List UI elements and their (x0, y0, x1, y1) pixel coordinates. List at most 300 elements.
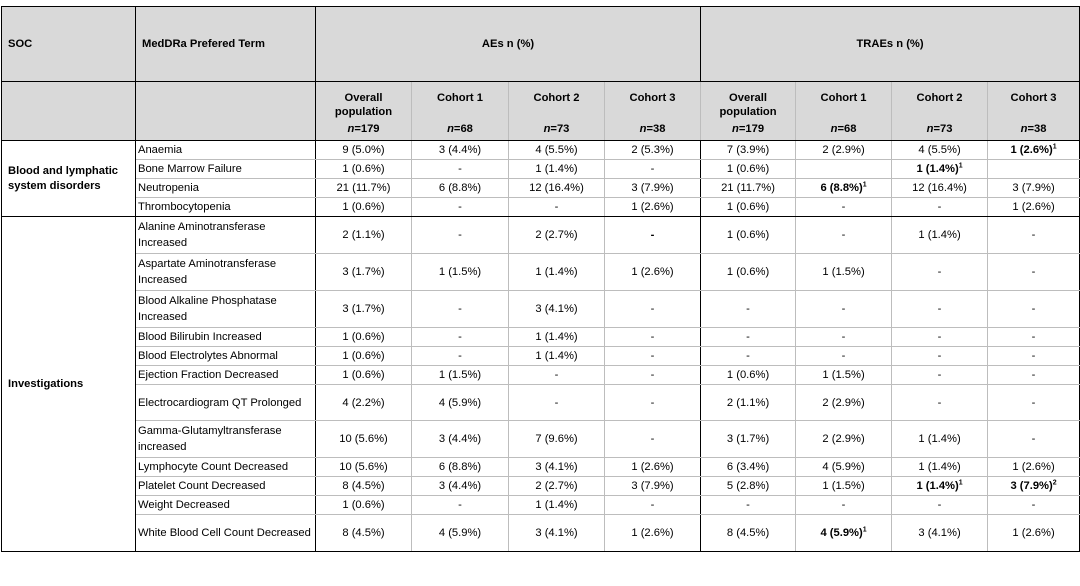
value-cell (509, 458, 605, 477)
table-row (2, 198, 1080, 217)
subheader-n-value: =179 (354, 123, 380, 135)
value-text: 1 (1.5%) (438, 369, 482, 381)
subheader-label: Cohort 1 (437, 92, 483, 104)
value-cell (412, 328, 509, 347)
value-cell (988, 179, 1080, 198)
value-text: - (458, 350, 462, 362)
value-text: 1 (1.4%) (535, 499, 578, 511)
value-text: 9 (5.0%) (342, 144, 385, 156)
subheader-n-value: =68 (453, 123, 473, 135)
value-cell (605, 328, 701, 347)
preferred-term-cell: White Blood Cell Count Decreased (136, 515, 316, 552)
value-cell (509, 141, 605, 160)
value-text: 1 (0.6%) (726, 163, 770, 175)
value-text: - (1031, 350, 1036, 362)
value-text: 1 (0.6%) (726, 229, 770, 241)
value-cell (701, 217, 796, 254)
value-cell (892, 291, 988, 328)
value-cell (701, 458, 796, 477)
footnote-marker: 1 (862, 181, 867, 189)
value-text: - (841, 331, 846, 343)
value-text: 2 (2.7%) (535, 480, 578, 492)
value-cell (412, 496, 509, 515)
value-cell (988, 254, 1080, 291)
value-cell (412, 198, 509, 217)
value-cell (701, 179, 796, 198)
table-row (2, 477, 1080, 496)
preferred-term-cell: Alanine Aminotransferase Increased (136, 217, 316, 254)
value-text: 3 (4.4%) (438, 144, 482, 156)
preferred-term-cell: Thrombocytopenia (136, 198, 316, 217)
value-text: - (841, 350, 846, 362)
value-cell (796, 141, 892, 160)
value-cell (605, 217, 701, 254)
subheader-n (513, 123, 600, 135)
subheader-label: Overall population (334, 92, 393, 118)
subheader-n-label: n (639, 123, 647, 135)
value-cell (701, 198, 796, 217)
value-cell (509, 328, 605, 347)
value-cell (796, 328, 892, 347)
value-cell (316, 160, 412, 179)
subheader-n (320, 123, 407, 135)
value-text: - (650, 396, 655, 409)
value-text: 4 (2.2%) (342, 396, 385, 409)
soc-cell: Investigations (2, 217, 136, 552)
value-cell (316, 179, 412, 198)
value-cell (509, 291, 605, 328)
value-text: - (554, 369, 559, 381)
value-cell (796, 421, 892, 458)
value-text: 1 (1.4%) (916, 480, 959, 492)
value-text: 4 (5.9%) (820, 527, 863, 539)
preferred-term-cell: Electrocardiogram QT Prolonged (136, 385, 316, 421)
value-text: - (650, 331, 655, 343)
value-text: - (650, 369, 655, 381)
value-cell (509, 515, 605, 552)
subheader-label: Cohort 3 (629, 92, 676, 104)
value-text: - (458, 229, 462, 241)
value-cell (605, 347, 701, 366)
value-text: 8 (4.5%) (342, 480, 385, 492)
value-cell (605, 385, 701, 421)
value-text: - (650, 163, 655, 175)
value-text: 2 (1.1%) (726, 396, 770, 409)
value-cell (509, 254, 605, 291)
value-cell (509, 477, 605, 496)
preferred-term-cell: Anaemia (136, 141, 316, 160)
value-text: 7 (3.9%) (726, 144, 770, 156)
value-cell (412, 291, 509, 328)
value-text: - (1031, 331, 1036, 343)
value-cell (796, 366, 892, 385)
value-cell (701, 160, 796, 179)
soc-cell: Blood and lymphatic system disorders (2, 141, 136, 217)
value-text: 1 (1.5%) (822, 480, 865, 492)
table-row (2, 179, 1080, 198)
value-text: - (1031, 396, 1036, 409)
preferred-term-cell: Ejection Fraction Decreased (136, 366, 316, 385)
value-cell (796, 496, 892, 515)
value-cell (701, 515, 796, 552)
subheader-n-label: n (447, 123, 454, 135)
value-text: - (1031, 303, 1036, 315)
value-cell (988, 421, 1080, 458)
subheader-n (800, 123, 887, 135)
value-cell (892, 198, 988, 217)
value-cell (316, 458, 412, 477)
value-text: - (841, 499, 846, 511)
value-cell (316, 515, 412, 552)
value-text: 1 (0.6%) (342, 201, 385, 213)
value-cell (988, 198, 1080, 217)
value-text: 2 (2.9%) (822, 144, 865, 156)
value-cell (988, 347, 1080, 366)
value-cell (892, 366, 988, 385)
value-text: 1 (0.6%) (726, 201, 770, 213)
subheader-column (412, 82, 509, 141)
value-cell (701, 347, 796, 366)
value-text: - (841, 229, 846, 241)
value-text: 1 (1.4%) (918, 229, 961, 241)
value-text: - (650, 229, 655, 241)
subheader-n-label: n (926, 123, 934, 135)
value-cell (509, 496, 605, 515)
subheader-label: Cohort 1 (820, 92, 867, 104)
subheader-n-label: n (732, 123, 739, 135)
value-text: 1 (1.4%) (918, 433, 961, 445)
value-cell (892, 421, 988, 458)
value-text: 1 (1.4%) (535, 266, 578, 278)
header-aes: AEs n (%) (316, 7, 701, 82)
value-text: - (937, 201, 942, 213)
header-traes: TRAEs n (%) (701, 7, 1080, 82)
value-text: - (937, 266, 942, 278)
value-cell (892, 496, 988, 515)
value-cell (892, 160, 988, 179)
subheader-n-label: n (1020, 123, 1028, 135)
value-text: - (650, 433, 655, 445)
preferred-term-cell: Lymphocyte Count Decreased (136, 458, 316, 477)
value-cell (701, 385, 796, 421)
value-cell (316, 141, 412, 160)
value-text: 1 (2.6%) (631, 201, 674, 213)
value-text: 1 (1.4%) (535, 163, 578, 175)
subheader-n-value: =179 (738, 123, 765, 135)
value-cell (316, 328, 412, 347)
value-cell (892, 385, 988, 421)
value-cell (509, 366, 605, 385)
value-cell (605, 515, 701, 552)
value-text: 1 (2.6%) (1010, 144, 1053, 156)
value-cell (796, 515, 892, 552)
subheader-column (316, 82, 412, 141)
value-text: 6 (8.8%) (438, 182, 482, 194)
value-cell (892, 347, 988, 366)
value-cell (509, 160, 605, 179)
value-cell (605, 179, 701, 198)
value-text: 1 (1.4%) (535, 331, 578, 343)
value-cell (316, 496, 412, 515)
value-text: - (746, 303, 750, 315)
subheader-n-label: n (347, 123, 355, 135)
value-text: 3 (4.1%) (918, 527, 961, 539)
value-cell (988, 477, 1080, 496)
subheader-label: Cohort 2 (533, 92, 580, 104)
value-text: 1 (2.6%) (1012, 201, 1055, 213)
value-cell (796, 347, 892, 366)
value-cell (796, 179, 892, 198)
value-text: - (1031, 499, 1036, 511)
value-text: - (937, 369, 942, 381)
subheader-n-value: =68 (837, 123, 857, 135)
value-cell (988, 291, 1080, 328)
value-text: 1 (0.6%) (342, 499, 385, 511)
value-text: 2 (2.7%) (535, 229, 578, 241)
value-text: - (458, 499, 462, 511)
value-text: 10 (5.6%) (339, 433, 388, 445)
footnote-marker: 1 (1052, 143, 1057, 151)
value-cell (509, 421, 605, 458)
value-text: - (458, 303, 462, 315)
value-cell (509, 179, 605, 198)
value-cell (412, 458, 509, 477)
value-cell (509, 347, 605, 366)
subheader-column (701, 82, 796, 141)
subheader-term-blank (136, 82, 316, 141)
value-text: 4 (5.9%) (438, 396, 482, 409)
table-row (2, 328, 1080, 347)
value-text: 3 (1.7%) (342, 303, 385, 315)
value-cell (988, 217, 1080, 254)
value-cell (796, 217, 892, 254)
value-cell (316, 217, 412, 254)
value-cell (988, 385, 1080, 421)
subheader-label: Cohort 3 (1010, 92, 1057, 104)
value-text: 6 (8.8%) (820, 182, 863, 194)
value-cell (892, 179, 988, 198)
value-cell (412, 515, 509, 552)
value-text: 21 (11.7%) (336, 182, 391, 194)
value-text: 3 (4.1%) (535, 461, 578, 473)
subheader-soc-blank (2, 82, 136, 141)
table-row (2, 347, 1080, 366)
subheader-n-value: =73 (933, 123, 953, 135)
value-cell (316, 385, 412, 421)
subheader-label: Overall population (719, 92, 777, 118)
value-cell (316, 366, 412, 385)
value-cell (605, 458, 701, 477)
preferred-term-cell: Gamma-Glutamyltransferase increased (136, 421, 316, 458)
value-text: 12 (16.4%) (529, 182, 584, 194)
value-text: 3 (4.4%) (438, 480, 482, 492)
value-text: - (650, 499, 655, 511)
value-text: 2 (2.9%) (822, 396, 865, 409)
value-cell (316, 254, 412, 291)
value-text: 1 (1.4%) (916, 163, 959, 175)
value-text: 1 (2.6%) (631, 266, 674, 278)
value-cell (988, 515, 1080, 552)
table-row (2, 291, 1080, 328)
table-row (2, 160, 1080, 179)
value-cell (412, 421, 509, 458)
value-cell (412, 385, 509, 421)
value-cell (605, 254, 701, 291)
header-preferred-term: MedDRa Prefered Term (136, 7, 316, 82)
value-text: 1 (1.5%) (822, 369, 865, 381)
value-cell (412, 160, 509, 179)
value-text: - (1031, 229, 1036, 241)
value-text: 3 (4.1%) (535, 527, 578, 539)
value-text: - (1031, 369, 1036, 381)
value-cell (316, 421, 412, 458)
preferred-term-cell: Platelet Count Decreased (136, 477, 316, 496)
adverse-events-table (1, 6, 1080, 552)
value-text: - (650, 303, 655, 315)
value-text: 5 (2.8%) (726, 480, 770, 492)
subheader-n (416, 123, 504, 135)
table-row (2, 366, 1080, 385)
subheader-column (605, 82, 701, 141)
value-cell (412, 217, 509, 254)
subheader-n-value: =73 (550, 123, 570, 135)
value-text: 1 (2.6%) (631, 527, 674, 539)
value-text: - (841, 303, 846, 315)
value-text: 1 (1.4%) (918, 461, 961, 473)
value-text: 10 (5.6%) (339, 461, 388, 473)
table-row (2, 458, 1080, 477)
value-text: 1 (2.6%) (1012, 527, 1055, 539)
value-cell (509, 385, 605, 421)
value-text: - (1031, 433, 1036, 445)
value-cell (892, 141, 988, 160)
value-text: 2 (5.3%) (631, 144, 674, 156)
value-cell (605, 291, 701, 328)
value-cell (316, 291, 412, 328)
footnote-marker: 2 (1052, 479, 1057, 487)
subheader-n (705, 123, 791, 135)
subheader-label: Cohort 2 (916, 92, 963, 104)
value-cell (701, 366, 796, 385)
value-cell (701, 254, 796, 291)
preferred-term-cell: Aspartate Aminotransferase Increased (136, 254, 316, 291)
subheader-column (796, 82, 892, 141)
value-cell (796, 291, 892, 328)
value-text: 1 (0.6%) (342, 350, 385, 362)
value-cell (892, 217, 988, 254)
value-cell (892, 254, 988, 291)
value-cell (796, 160, 892, 179)
value-cell (701, 291, 796, 328)
value-cell (316, 477, 412, 496)
subheader-column (509, 82, 605, 141)
value-text: 1 (0.6%) (342, 331, 385, 343)
value-cell (509, 217, 605, 254)
value-cell (796, 385, 892, 421)
value-text: 4 (5.5%) (918, 144, 961, 156)
value-cell (988, 141, 1080, 160)
value-text: - (937, 499, 942, 511)
value-cell (605, 198, 701, 217)
value-cell (605, 141, 701, 160)
footnote-marker: 1 (958, 479, 963, 487)
value-text: 1 (1.5%) (438, 266, 482, 278)
value-cell (988, 366, 1080, 385)
subheader-n-value: =38 (1027, 123, 1047, 135)
value-text: 7 (9.6%) (535, 433, 578, 445)
value-text: 1 (1.5%) (822, 266, 865, 278)
value-cell (605, 477, 701, 496)
value-cell (988, 160, 1080, 179)
value-cell (701, 496, 796, 515)
value-text: 12 (16.4%) (912, 182, 967, 194)
subheader-n (896, 123, 983, 135)
subheader-column (892, 82, 988, 141)
value-text: - (458, 163, 462, 175)
header-soc: SOC (2, 7, 136, 82)
table-row (2, 217, 1080, 254)
value-cell (412, 347, 509, 366)
value-text: - (841, 201, 846, 213)
footnote-marker: 1 (958, 162, 963, 170)
value-text: 3 (7.9%) (631, 480, 674, 492)
value-cell (605, 160, 701, 179)
value-text: - (746, 331, 750, 343)
value-cell (892, 458, 988, 477)
value-cell (892, 515, 988, 552)
table-row (2, 141, 1080, 160)
subheader-n (992, 123, 1075, 135)
value-text: 1 (0.6%) (726, 369, 770, 381)
value-text: 6 (3.4%) (726, 461, 770, 473)
subheader-n-label: n (830, 123, 838, 135)
table-row (2, 496, 1080, 515)
value-text: 1 (0.6%) (342, 163, 385, 175)
value-cell (316, 347, 412, 366)
subheader-n-label: n (543, 123, 551, 135)
value-text: - (937, 303, 942, 315)
value-text: 1 (0.6%) (342, 369, 385, 381)
value-cell (605, 421, 701, 458)
value-text: 4 (5.9%) (438, 527, 482, 539)
value-text: - (1031, 266, 1036, 278)
value-text: - (458, 331, 462, 343)
value-cell (316, 198, 412, 217)
value-text: 3 (1.7%) (726, 433, 770, 445)
footnote-marker: 1 (862, 526, 867, 534)
value-text: 2 (1.1%) (342, 229, 385, 241)
value-text: 8 (4.5%) (342, 527, 385, 539)
value-cell (701, 141, 796, 160)
value-cell (988, 328, 1080, 347)
value-text: 1 (2.6%) (1012, 461, 1055, 473)
table-row (2, 254, 1080, 291)
table-body (2, 141, 1080, 552)
preferred-term-cell: Neutropenia (136, 179, 316, 198)
preferred-term-cell: Blood Electrolytes Abnormal (136, 347, 316, 366)
value-cell (701, 421, 796, 458)
value-cell (988, 458, 1080, 477)
value-text: - (746, 499, 750, 511)
value-text: - (937, 350, 942, 362)
value-cell (796, 477, 892, 496)
value-text: - (937, 331, 942, 343)
value-text: - (554, 396, 559, 409)
table-row (2, 515, 1080, 552)
value-cell (892, 328, 988, 347)
preferred-term-cell: Blood Bilirubin Increased (136, 328, 316, 347)
preferred-term-cell: Bone Marrow Failure (136, 160, 316, 179)
